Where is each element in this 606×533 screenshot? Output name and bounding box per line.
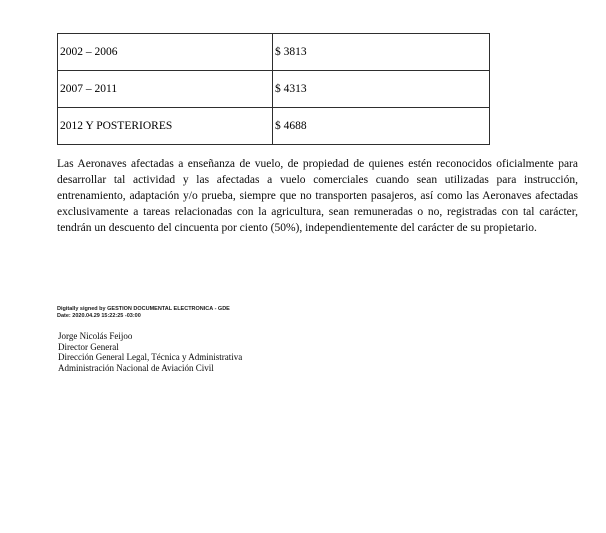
fee-table (57, 33, 490, 145)
period-cell: 2002 – 2006 (58, 34, 273, 71)
amount-cell: $ 4313 (273, 71, 490, 108)
signature-stamp-line1: Digitally signed by GESTION DOCUMENTAL ELECTRONICA - GDE (57, 306, 230, 312)
period-cell: 2007 – 2011 (58, 71, 273, 108)
table-row (58, 108, 490, 145)
period-cell: 2012 Y POSTERIORES (58, 108, 273, 145)
signatory-name: Jorge Nicolás Feijoo (58, 331, 133, 341)
amount-cell: $ 4688 (273, 108, 490, 145)
signatory-department: Dirección General Legal, Técnica y Administrativa (58, 352, 243, 362)
table-row (58, 34, 490, 71)
digital-signature-stamp (57, 306, 230, 320)
signatory-title: Director General (58, 341, 119, 352)
signatory-block (58, 331, 242, 373)
body-paragraph: Las Aeronaves afectadas a enseñanza de vuelo, de propiedad de quienes estén reconocidos oficialmente para desarrollar tal actividad y las afectadas a vuelo comerciales cuando sean utilizadas para instrucción, entrenamiento, adaptación y/o prueba, siempre que no transporten pasajeros, así como las Aeronaves afectadas exclusivamente a tareas relacionadas con la agricultura, sean remuneradas o no, registradas con tal carácter, tendrán un descuento del cincuenta por ciento (50%), independientemente del carácter de su propietario. (57, 158, 578, 234)
signature-stamp-line2: Date: 2020.04.29 15:22:25 -03:00 (57, 313, 141, 319)
amount-cell: $ 3813 (273, 34, 490, 71)
table-row (58, 71, 490, 108)
signatory-organization: Administración Nacional de Aviación Civil (58, 362, 214, 373)
